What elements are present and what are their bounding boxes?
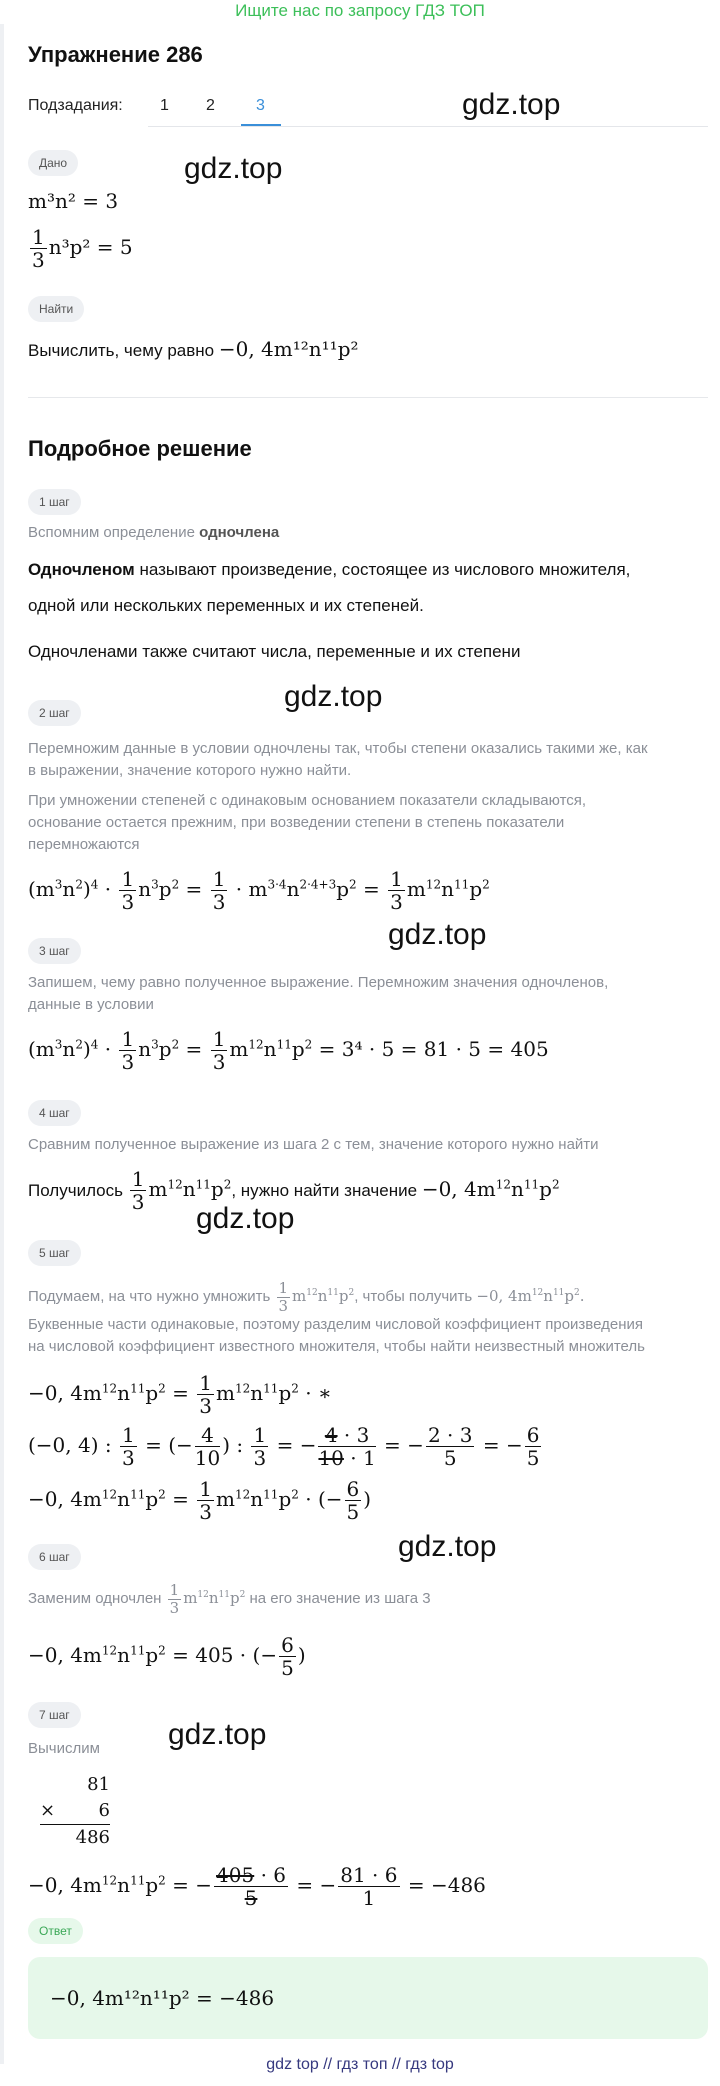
watermark: gdz.top bbox=[168, 1718, 267, 1751]
step-1-tag: 1 шаг bbox=[28, 489, 81, 515]
left-rule bbox=[0, 24, 4, 2064]
fraction: $\frac{1}{3}$ bbox=[32, 225, 45, 272]
step-4-comparison: Получилось $\frac{1}{3}$ $m^{12}n^{11}p^2$, нужно найти значение −0, $4m^{12}n^{11}p^2$ bbox=[28, 1167, 560, 1214]
step-6-tag: 6 шаг bbox=[28, 1544, 81, 1570]
find-tag: Найти bbox=[28, 296, 84, 322]
step-3-line2: данные в условии bbox=[28, 996, 154, 1013]
tab-3[interactable]: 3 bbox=[256, 97, 265, 114]
step-2-line4: основание остается прежним, при возведении степени в степень показатели bbox=[28, 814, 565, 831]
step-1-definition-line2: одной или нескольких переменных и их степеней. bbox=[28, 596, 424, 615]
given-equation-2: $\frac{1}{3}$ n³p² = 5 bbox=[32, 225, 133, 272]
step-6-line1: Заменим одночлен $\frac{1}{3}$ $m^{12}n^{11}p^2$ на его значение из шага 3 bbox=[28, 1581, 431, 1617]
tab-2[interactable]: 2 bbox=[206, 97, 215, 114]
watermark: gdz.top bbox=[388, 918, 487, 951]
step-3-tag: 3 шаг bbox=[28, 938, 81, 964]
step-2-line5: перемножаются bbox=[28, 836, 140, 853]
step-2-line1: Перемножим данные в условии одночлены так, чтобы степени оказались такими же, как bbox=[28, 740, 648, 757]
step-3-line1: Запишем, чему равно полученное выражение. Перемножим значения одночленов, bbox=[28, 974, 609, 991]
step-5-line3: на числовой коэффициент известного множителя, чтобы найти неизвестный множитель bbox=[28, 1338, 645, 1355]
watermark: gdz.top bbox=[398, 1530, 497, 1563]
step-5-line2: Буквенные части одинаковые, поэтому разделим числовой коэффициент произведения bbox=[28, 1316, 643, 1333]
step-5-formula-2: (−0, 4) : $\frac{1}{3}$ = (− $\frac{4}{10}$ ) : $\frac{1}{3}$ = − $\frac{4 \cdot 3}{10 \cdot 1}$ = − $\frac{2 \cdot 3}{5}$ = − $\frac{6}{5}$ bbox=[28, 1423, 540, 1470]
watermark: gdz.top bbox=[284, 680, 383, 713]
divider bbox=[28, 397, 708, 398]
step-5-line1: Подумаем, на что нужно умножить $\frac{1}{3}$ $m^{12}n^{11}p^2$, чтобы получить −0, $4m^{12}n^{11}p^2$. bbox=[28, 1279, 585, 1315]
step-2-formula: $(m^3n^2)^4$ · $\frac{1}{3}$ $n^3p^2$ = $\frac{1}{3}$ · $m^{3\cdot 4}n^{2\cdot 4+3}p^2$ = $\frac{1}{3}$ $m^{12}n^{11}p^2$ bbox=[28, 867, 490, 914]
search-banner[interactable]: Ищите нас по запросу ГДЗ ТОП bbox=[235, 1, 485, 20]
watermark: gdz.top bbox=[462, 88, 561, 121]
step-3-formula: $(m^3n^2)^4$ · $\frac{1}{3}$ $n^3p^2$ = $\frac{1}{3}$ $m^{12}n^{11}p^2 = 3^4 \cdot 5 = 81 \cdot 5 = 405$ bbox=[28, 1027, 549, 1074]
watermark: gdz.top bbox=[196, 1202, 295, 1235]
page-title: Упражнение 286 bbox=[28, 42, 203, 67]
step-1-intro: Вспомним определение одночлена bbox=[28, 524, 280, 541]
step-6-formula: −0, $4m^{12}n^{11}p^2 = 405$ · (− $\frac{6}{5}$ ) bbox=[28, 1633, 306, 1680]
solution-title: Подробное решение bbox=[28, 436, 252, 461]
answer-expression: −0, 4m¹²n¹¹p² = −486 bbox=[50, 1986, 275, 2010]
answer-box bbox=[28, 1957, 708, 2039]
step-5-tag: 5 шаг bbox=[28, 1240, 81, 1266]
step-2-line3: При умножении степеней с одинаковым основанием показатели складываются, bbox=[28, 792, 587, 809]
find-text: Вычислить, чему равно −0, 4m¹²n¹¹p² bbox=[28, 337, 359, 361]
step-7-line1: Вычислим bbox=[28, 1740, 100, 1757]
active-tab-indicator bbox=[241, 124, 281, 126]
watermark: gdz.top bbox=[184, 152, 283, 185]
step-4-line1: Сравним полученное выражение из шага 2 с тем, значение которого нужно найти bbox=[28, 1136, 599, 1153]
step-1-note: Одночленами также считают числа, переменные и их степени bbox=[28, 642, 521, 661]
step-7-formula: −0, $4m^{12}n^{11}p^2$ = − $\frac{405 \cdot 6}{5}$ = − $\frac{81 \cdot 6}{1}$ = −486 bbox=[28, 1863, 486, 1910]
given-equation-1: m³n² = 3 bbox=[28, 189, 119, 213]
subtasks-label: Подзадания: bbox=[28, 97, 123, 114]
step-2-tag: 2 шаг bbox=[28, 700, 81, 726]
given-tag: Дано bbox=[28, 150, 78, 176]
column-multiplication: 81 × 6 486 bbox=[40, 1774, 110, 1848]
answer-tag: Ответ bbox=[28, 1918, 83, 1944]
step-5-formula-3: −0, $4m^{12}n^{11}p^2$ = $\frac{1}{3}$ $m^{12}n^{11}p^2$ · (− $\frac{6}{5}$ ) bbox=[28, 1477, 372, 1524]
step-5-formula-1: −0, $4m^{12}n^{11}p^2$ = $\frac{1}{3}$ $m^{12}n^{11}p^2$ · ∗ bbox=[28, 1371, 332, 1418]
step-4-tag: 4 шаг bbox=[28, 1100, 81, 1126]
step-2-line2: в выражении, значение которого нужно найти. bbox=[28, 762, 352, 779]
step-1-definition: Одночленом называют произведение, состоящее из числового множителя, bbox=[28, 560, 631, 579]
subtask-tabs bbox=[148, 84, 708, 127]
footer-links[interactable]: gdz top // гдз топ // гдз top bbox=[266, 2056, 454, 2073]
step-7-tag: 7 шаг bbox=[28, 1702, 81, 1728]
tab-1[interactable]: 1 bbox=[160, 97, 169, 114]
